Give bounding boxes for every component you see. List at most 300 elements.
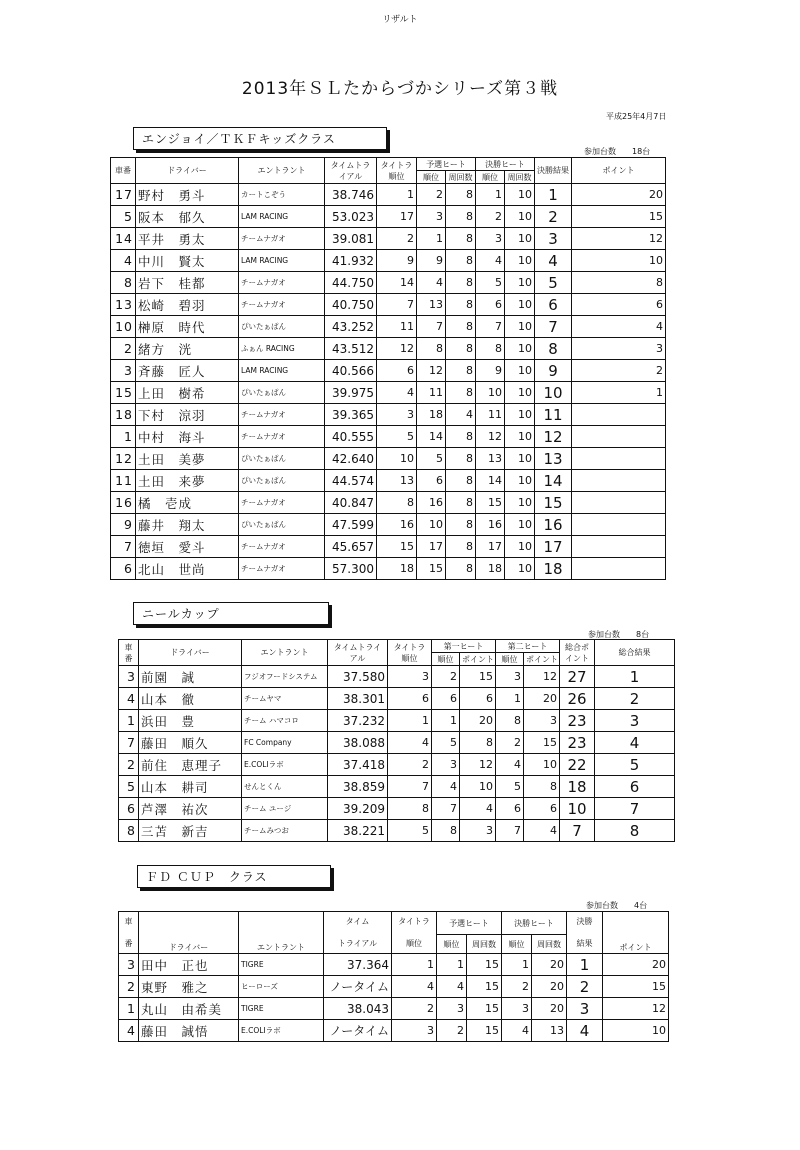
final-result: 6 (535, 294, 572, 316)
table-row (111, 514, 666, 536)
tt-rank: 3 (388, 666, 432, 688)
table-row (119, 710, 675, 732)
total-result: 5 (595, 754, 675, 776)
table-row (119, 776, 675, 798)
col-result: 決勝 結果 (567, 912, 603, 954)
table-row (111, 492, 666, 514)
tt-rank: 17 (377, 206, 417, 228)
final-rank: 1 (476, 184, 505, 206)
final-laps: 10 (505, 448, 535, 470)
table-row (111, 228, 666, 250)
car-number: 1 (111, 426, 136, 448)
entrant: チームナガオ (239, 536, 325, 558)
col-h2-rank: 順位 (496, 653, 524, 666)
heat2-points: 4 (524, 820, 560, 842)
col-car: 車番 (111, 158, 136, 184)
section-title-neel: ニールカップ (133, 602, 329, 625)
time-trial: 45.657 (325, 536, 377, 558)
final-laps: 10 (505, 536, 535, 558)
final-result: 8 (535, 338, 572, 360)
final-rank: 16 (476, 514, 505, 536)
car-number: 3 (111, 360, 136, 382)
heat-rank: 17 (417, 536, 446, 558)
tt-rank: 12 (377, 338, 417, 360)
final-rank: 11 (476, 404, 505, 426)
tt-rank: 18 (377, 558, 417, 580)
car-number: 13 (111, 294, 136, 316)
points: 4 (572, 316, 666, 338)
final-rank: 13 (476, 448, 505, 470)
entrant: せんとくん (242, 776, 328, 798)
entrant: LAM RACING (239, 250, 325, 272)
entrant: チームナガオ (239, 558, 325, 580)
final-result: 16 (535, 514, 572, 536)
points (572, 470, 666, 492)
table-row (111, 536, 666, 558)
time-trial: 37.580 (328, 666, 388, 688)
heat-rank: 13 (417, 294, 446, 316)
entrant: チームナガオ (239, 426, 325, 448)
time-trial: 38.221 (328, 820, 388, 842)
final-laps: 20 (532, 954, 567, 976)
points (572, 514, 666, 536)
heat-rank: 5 (417, 448, 446, 470)
entrant: チームヤマ (242, 688, 328, 710)
final-rank: 7 (476, 316, 505, 338)
heat-laps: 8 (446, 338, 476, 360)
total-result: 1 (595, 666, 675, 688)
final-laps: 10 (505, 250, 535, 272)
time-trial: 37.232 (328, 710, 388, 732)
car-number: 6 (111, 558, 136, 580)
points: 6 (572, 294, 666, 316)
table-row (111, 206, 666, 228)
heat-laps: 15 (467, 954, 502, 976)
car-number: 5 (119, 776, 139, 798)
col-heat-laps: 周回数 (467, 935, 502, 954)
final-rank: 1 (502, 954, 532, 976)
heat-rank: 4 (437, 976, 467, 998)
time-trial: 37.364 (324, 954, 392, 976)
car-number: 15 (111, 382, 136, 404)
car-number: 4 (111, 250, 136, 272)
final-result: 13 (535, 448, 572, 470)
heat1-points: 12 (460, 754, 496, 776)
time-trial: 57.300 (325, 558, 377, 580)
car-number: 11 (111, 470, 136, 492)
points (572, 536, 666, 558)
final-result: 1 (535, 184, 572, 206)
col-entrant: エントラント (239, 912, 324, 954)
col-total-points: 総合ポイント (560, 640, 595, 666)
col-heat-rank: 順位 (417, 171, 446, 184)
heat-rank: 16 (417, 492, 446, 514)
tt-rank: 5 (388, 820, 432, 842)
col-tt-rank: タイトラ順位 (388, 640, 432, 666)
tt-rank: 3 (377, 404, 417, 426)
section-title-fd: ＦＤ ＣＵＰ クラス (137, 865, 331, 888)
heat1-points: 15 (460, 666, 496, 688)
heat2-rank: 5 (496, 776, 524, 798)
col-h1-point: ポイント (460, 653, 496, 666)
final-rank: 2 (476, 206, 505, 228)
col-total-result: 総合結果 (595, 640, 675, 666)
heat-rank: 1 (417, 228, 446, 250)
heat-rank: 10 (417, 514, 446, 536)
entrant: ぴいたぁぱん (239, 514, 325, 536)
heat-rank: 6 (417, 470, 446, 492)
heat1-rank: 3 (432, 754, 460, 776)
driver-name: 藤田 誠悟 (139, 1020, 239, 1042)
col-result: 決勝結果 (535, 158, 572, 184)
heat2-rank: 8 (496, 710, 524, 732)
points: 3 (572, 338, 666, 360)
col-time: タイム トライアル (324, 912, 392, 954)
final-laps: 10 (505, 426, 535, 448)
time-trial: 44.750 (325, 272, 377, 294)
heat2-rank: 2 (496, 732, 524, 754)
tt-rank: 2 (392, 998, 437, 1020)
entrant: チームナガオ (239, 404, 325, 426)
heat-laps: 8 (446, 250, 476, 272)
time-trial: 38.746 (325, 184, 377, 206)
tt-rank: 9 (377, 250, 417, 272)
final-result: 4 (535, 250, 572, 272)
tt-rank: 10 (377, 448, 417, 470)
tt-rank: 4 (388, 732, 432, 754)
time-trial: 42.640 (325, 448, 377, 470)
heat2-points: 15 (524, 732, 560, 754)
time-trial: 37.418 (328, 754, 388, 776)
heat-laps: 8 (446, 272, 476, 294)
tt-rank: 7 (388, 776, 432, 798)
final-rank: 14 (476, 470, 505, 492)
final-result: 3 (567, 998, 603, 1020)
col-h2-point: ポイント (524, 653, 560, 666)
table-row (119, 754, 675, 776)
heat-laps: 8 (446, 536, 476, 558)
total-points: 27 (560, 666, 595, 688)
time-trial: 39.081 (325, 228, 377, 250)
total-points: 23 (560, 710, 595, 732)
final-laps: 10 (505, 272, 535, 294)
time-trial: 38.859 (328, 776, 388, 798)
heat1-rank: 6 (432, 688, 460, 710)
table-row (119, 732, 675, 754)
time-trial: 38.088 (328, 732, 388, 754)
heat1-points: 3 (460, 820, 496, 842)
driver-name: 橘 壱成 (136, 492, 239, 514)
heat-laps: 8 (446, 184, 476, 206)
car-number: 2 (119, 754, 139, 776)
tt-rank: 2 (377, 228, 417, 250)
col-heat: 予選ヒート (437, 912, 502, 935)
final-rank: 15 (476, 492, 505, 514)
total-points: 22 (560, 754, 595, 776)
col-final: 決勝ヒート (502, 912, 567, 935)
col-tt-rank: タイトラ 順位 (392, 912, 437, 954)
points: 12 (603, 998, 669, 1020)
final-rank: 4 (476, 250, 505, 272)
heat2-rank: 1 (496, 688, 524, 710)
entrant: TIGRE (239, 998, 324, 1020)
table-row (111, 294, 666, 316)
driver-name: 藤井 翔太 (136, 514, 239, 536)
entrant: FC Company (242, 732, 328, 754)
driver-name: 北山 世尚 (136, 558, 239, 580)
final-result: 14 (535, 470, 572, 492)
car-number: 2 (111, 338, 136, 360)
heat-laps: 8 (446, 514, 476, 536)
tt-rank: 11 (377, 316, 417, 338)
tt-rank: 6 (377, 360, 417, 382)
car-number: 3 (119, 666, 139, 688)
driver-name: 土田 来夢 (136, 470, 239, 492)
heat2-points: 20 (524, 688, 560, 710)
col-driver: ドライバー (139, 640, 242, 666)
entrant: チームナガオ (239, 228, 325, 250)
driver-name: 岩下 桂都 (136, 272, 239, 294)
time-trial: 44.574 (325, 470, 377, 492)
entrant: チーム ユージ (242, 798, 328, 820)
heat-laps: 15 (467, 998, 502, 1020)
tt-rank: 6 (388, 688, 432, 710)
heat-laps: 8 (446, 492, 476, 514)
heat1-rank: 5 (432, 732, 460, 754)
final-result: 4 (567, 1020, 603, 1042)
entrant: TIGRE (239, 954, 324, 976)
neel-results-table (118, 639, 675, 842)
driver-name: 榊原 時代 (136, 316, 239, 338)
heat-rank: 3 (417, 206, 446, 228)
heat-laps: 15 (467, 1020, 502, 1042)
car-number: 8 (111, 272, 136, 294)
driver-name: 三苫 新吉 (139, 820, 242, 842)
time-trial: ノータイム (324, 1020, 392, 1042)
final-laps: 10 (505, 514, 535, 536)
total-points: 10 (560, 798, 595, 820)
col-entrant: エントラント (242, 640, 328, 666)
heat-rank: 14 (417, 426, 446, 448)
car-number: 4 (119, 688, 139, 710)
car-number: 16 (111, 492, 136, 514)
heat-rank: 11 (417, 382, 446, 404)
final-rank: 3 (502, 998, 532, 1020)
driver-name: 松崎 碧羽 (136, 294, 239, 316)
final-laps: 10 (505, 338, 535, 360)
heat-laps: 4 (446, 404, 476, 426)
points: 1 (572, 382, 666, 404)
car-number: 2 (119, 976, 139, 998)
entrant: フジオフードシステム (242, 666, 328, 688)
table-row (111, 558, 666, 580)
tt-rank: 8 (388, 798, 432, 820)
total-result: 7 (595, 798, 675, 820)
heat-laps: 8 (446, 448, 476, 470)
col-heat2: 第二ヒート (496, 640, 560, 653)
table-row (111, 316, 666, 338)
col-time: タイムトライアル (325, 158, 377, 184)
final-result: 18 (535, 558, 572, 580)
heat2-points: 8 (524, 776, 560, 798)
final-rank: 5 (476, 272, 505, 294)
heat2-rank: 3 (496, 666, 524, 688)
final-laps: 20 (532, 998, 567, 1020)
event-date: 平成25年4月7日 (606, 112, 667, 121)
final-rank: 9 (476, 360, 505, 382)
entrant: E.COLIラボ (242, 754, 328, 776)
entrant: ぴいたぁぱん (239, 382, 325, 404)
driver-name: 浜田 豊 (139, 710, 242, 732)
car-number: 18 (111, 404, 136, 426)
tt-rank: 16 (377, 514, 417, 536)
heat-rank: 8 (417, 338, 446, 360)
points (572, 448, 666, 470)
final-rank: 17 (476, 536, 505, 558)
entrant: カートこぞう (239, 184, 325, 206)
table-row (111, 272, 666, 294)
final-result: 2 (535, 206, 572, 228)
col-tt-rank: タイトラ順位 (377, 158, 417, 184)
heat1-rank: 4 (432, 776, 460, 798)
driver-name: 田中 正也 (139, 954, 239, 976)
col-final-laps: 周回数 (532, 935, 567, 954)
heat1-points: 4 (460, 798, 496, 820)
car-number: 3 (119, 954, 139, 976)
table-row (111, 382, 666, 404)
heat1-points: 10 (460, 776, 496, 798)
table-row (111, 250, 666, 272)
entrant: チームナガオ (239, 272, 325, 294)
entrant: LAM RACING (239, 206, 325, 228)
tt-rank: 13 (377, 470, 417, 492)
final-laps: 20 (532, 976, 567, 998)
table-row (119, 798, 675, 820)
col-driver: ドライバー (139, 912, 239, 954)
entrant: ヒーローズ (239, 976, 324, 998)
time-trial: 40.847 (325, 492, 377, 514)
driver-name: 山本 耕司 (139, 776, 242, 798)
points: 20 (572, 184, 666, 206)
col-h1-rank: 順位 (432, 653, 460, 666)
final-laps: 10 (505, 228, 535, 250)
final-result: 17 (535, 536, 572, 558)
car-number: 9 (111, 514, 136, 536)
car-number: 7 (119, 732, 139, 754)
kids-count: 参加台数 18台 (584, 147, 651, 156)
col-entrant: エントラント (239, 158, 325, 184)
heat-rank: 2 (417, 184, 446, 206)
final-laps: 10 (505, 558, 535, 580)
time-trial: 39.209 (328, 798, 388, 820)
table-row (119, 976, 669, 998)
points (572, 404, 666, 426)
heat1-points: 8 (460, 732, 496, 754)
heat1-points: 6 (460, 688, 496, 710)
final-rank: 4 (502, 1020, 532, 1042)
heat2-rank: 7 (496, 820, 524, 842)
points: 10 (572, 250, 666, 272)
kids-results-table (110, 157, 666, 580)
final-laps: 13 (532, 1020, 567, 1042)
driver-name: 斉藤 匠人 (136, 360, 239, 382)
col-final-laps: 周回数 (505, 171, 535, 184)
car-number: 1 (119, 998, 139, 1020)
final-laps: 10 (505, 492, 535, 514)
driver-name: 阪本 郁久 (136, 206, 239, 228)
heat2-points: 6 (524, 798, 560, 820)
entrant: E.COLIラボ (239, 1020, 324, 1042)
heat1-rank: 1 (432, 710, 460, 732)
col-heat: 予選ヒート (417, 158, 476, 171)
time-trial: 38.043 (324, 998, 392, 1020)
driver-name: 下村 涼羽 (136, 404, 239, 426)
time-trial: 40.750 (325, 294, 377, 316)
time-trial: ノータイム (324, 976, 392, 998)
total-result: 8 (595, 820, 675, 842)
points: 15 (603, 976, 669, 998)
tt-rank: 1 (377, 184, 417, 206)
points: 15 (572, 206, 666, 228)
tt-rank: 3 (392, 1020, 437, 1042)
total-result: 6 (595, 776, 675, 798)
table-row (119, 998, 669, 1020)
final-laps: 10 (505, 404, 535, 426)
heat2-rank: 6 (496, 798, 524, 820)
total-result: 3 (595, 710, 675, 732)
col-car: 車 番 (119, 912, 139, 954)
tt-rank: 4 (392, 976, 437, 998)
entrant: チーム ハマコロ (242, 710, 328, 732)
heat1-rank: 7 (432, 798, 460, 820)
driver-name: 中村 海斗 (136, 426, 239, 448)
final-laps: 10 (505, 294, 535, 316)
heat-rank: 12 (417, 360, 446, 382)
points: 10 (603, 1020, 669, 1042)
driver-name: 前住 恵理子 (139, 754, 242, 776)
tt-rank: 8 (377, 492, 417, 514)
neel-count: 参加台数 8台 (588, 630, 650, 639)
car-number: 8 (119, 820, 139, 842)
section-title-kids: エンジョイ／ＴＫＦキッズクラス (133, 127, 387, 150)
points: 8 (572, 272, 666, 294)
final-laps: 10 (505, 316, 535, 338)
car-number: 17 (111, 184, 136, 206)
heat1-rank: 2 (432, 666, 460, 688)
total-points: 26 (560, 688, 595, 710)
time-trial: 39.365 (325, 404, 377, 426)
heat-rank: 15 (417, 558, 446, 580)
time-trial: 40.555 (325, 426, 377, 448)
points: 20 (603, 954, 669, 976)
final-result: 5 (535, 272, 572, 294)
heat-rank: 3 (437, 998, 467, 1020)
heat-rank: 9 (417, 250, 446, 272)
final-laps: 10 (505, 184, 535, 206)
total-points: 7 (560, 820, 595, 842)
total-points: 23 (560, 732, 595, 754)
final-rank: 10 (476, 382, 505, 404)
entrant: チームみつお (242, 820, 328, 842)
time-trial: 47.599 (325, 514, 377, 536)
table-row (111, 470, 666, 492)
heat-laps: 8 (446, 360, 476, 382)
final-laps: 10 (505, 470, 535, 492)
col-car: 車番 (119, 640, 139, 666)
table-row (119, 666, 675, 688)
final-result: 9 (535, 360, 572, 382)
col-final-rank: 順位 (476, 171, 505, 184)
